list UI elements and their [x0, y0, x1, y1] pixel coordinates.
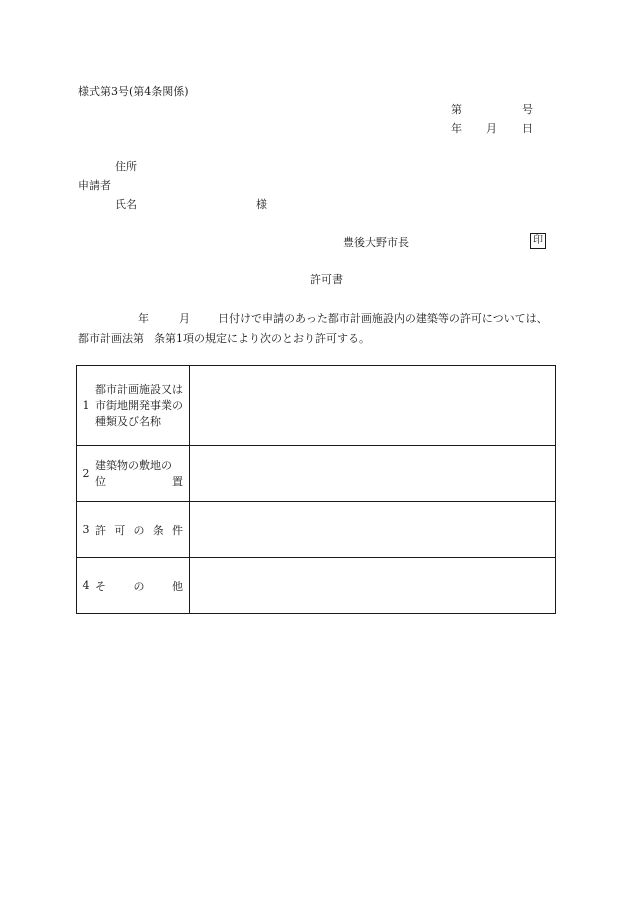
document-number-suffix: 号 [522, 103, 533, 116]
row2-label-line2-b: 置 [172, 474, 183, 488]
name-label: 氏名 [115, 198, 137, 211]
date-month-label: 月 [486, 122, 497, 135]
permit-details-table [76, 365, 556, 614]
row4-label-char: の [133, 579, 145, 593]
table-row [77, 366, 556, 446]
seal-stamp-box: 印 [530, 233, 546, 249]
row4-label-cell [77, 558, 190, 614]
body-text-part2: 条第1項の規定により次のとおり許可する。 [154, 332, 370, 345]
row2-label-line1: 建築物の敷地の [95, 458, 172, 472]
row4-label-char: そ [95, 579, 106, 593]
row-number: 3 [82, 523, 90, 536]
row3-label-char: 件 [172, 523, 183, 537]
table-row [77, 446, 556, 502]
applicant-label: 申請者 [78, 179, 111, 192]
document-title: 許可書 [310, 273, 343, 286]
row4-value-cell[interactable] [190, 558, 556, 614]
row-number: 4 [82, 579, 90, 592]
row-number: 2 [82, 467, 90, 480]
row2-label-cell [77, 446, 190, 502]
body-month-label: 月 [179, 312, 190, 325]
body-year-label: 年 [138, 312, 149, 325]
row4-label-char: 他 [172, 579, 183, 593]
row3-value-cell[interactable] [190, 502, 556, 558]
document-number-prefix: 第 [451, 103, 462, 116]
address-label: 住所 [115, 160, 137, 173]
date-year-label: 年 [451, 122, 462, 135]
issuer-mayor: 豊後大野市長 [343, 236, 409, 249]
row1-label-cell [77, 366, 190, 446]
row3-label-char: 可 [114, 523, 126, 537]
row3-label-char: の [133, 523, 145, 537]
row3-label-cell [77, 502, 190, 558]
row2-value-cell[interactable] [190, 446, 556, 502]
date-day-label: 日 [522, 122, 533, 135]
row3-label-char: 条 [152, 523, 164, 537]
row-number: 1 [82, 399, 90, 412]
table-row [77, 502, 556, 558]
form-number: 様式第3号(第4条関係) [78, 85, 189, 98]
body-text-part1: 日付けで申請のあった都市計画施設内の建築等の許可については、都市計画法第 [78, 312, 548, 345]
table-row [77, 558, 556, 614]
row1-label: 都市計画施設又は市街地開発事業の種類及び名称 [95, 382, 183, 428]
row2-label-line2-a: 位 [95, 474, 106, 488]
row3-label-char: 許 [95, 523, 106, 537]
row1-value-cell[interactable] [190, 366, 556, 446]
permit-body-text [78, 309, 558, 349]
row4-label [95, 578, 189, 594]
honorific-label: 様 [256, 198, 267, 211]
row3-label [95, 522, 189, 538]
